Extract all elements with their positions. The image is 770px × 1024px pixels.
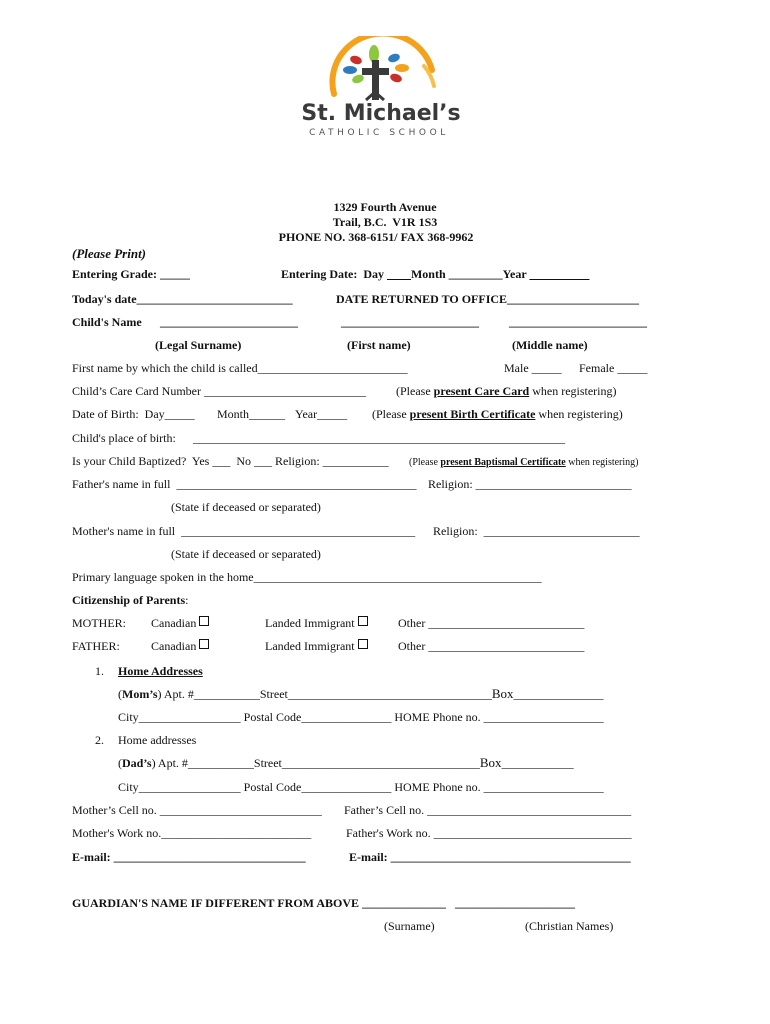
home2-title: Home addresses bbox=[118, 733, 197, 747]
school-subtitle: CATHOLIC SCHOOL bbox=[309, 128, 449, 138]
logo-cross-horizontal bbox=[362, 68, 389, 75]
dob-day-field[interactable]: Date of Birth: Day_____ bbox=[72, 407, 195, 421]
father-deceased-note: (State if deceased or separated) bbox=[171, 500, 321, 514]
mother-citizenship-label: MOTHER: bbox=[72, 616, 126, 630]
logo-leaf-left2 bbox=[343, 66, 357, 74]
home1-title: Home Addresses bbox=[118, 664, 203, 678]
mom-address-field[interactable]: (Mom’s) Apt. #___________Street__________________________________Box_______________ bbox=[118, 686, 604, 701]
mother-other-field[interactable]: Other __________________________ bbox=[398, 616, 585, 630]
first-name-caption: (First name) bbox=[347, 338, 411, 352]
home1-number: 1. bbox=[95, 664, 104, 678]
father-citizenship-label: FATHER: bbox=[72, 639, 120, 653]
dob-year-field[interactable]: Year_____ bbox=[295, 407, 348, 421]
checkbox-icon[interactable] bbox=[358, 639, 368, 649]
entering-day-blank[interactable] bbox=[387, 267, 411, 281]
father-name-field[interactable]: Father's name in full ________________________________________ bbox=[72, 477, 417, 491]
mother-cell-field[interactable]: Mother’s Cell no. ___________________________ bbox=[72, 803, 322, 817]
place-of-birth-field[interactable]: ______________________________________________________________ bbox=[193, 431, 565, 445]
school-logo bbox=[322, 36, 442, 104]
guardian-field[interactable]: GUARDIAN'S NAME IF DIFFERENT FROM ABOVE ______________ ____________________ bbox=[72, 896, 576, 910]
father-work-field[interactable]: Father's Work no. _________________________________ bbox=[346, 826, 632, 840]
logo-leaf-left1 bbox=[349, 54, 363, 66]
todays-date-field[interactable]: Today's date__________________________ bbox=[72, 292, 293, 306]
surname-field[interactable]: _______________________ bbox=[160, 315, 298, 329]
address-street: 1329 Fourth Avenue bbox=[333, 200, 437, 214]
dad-address-field[interactable]: (Dad’s) Apt. #___________Street_________________________________Box____________ bbox=[118, 755, 574, 770]
entering-date-label: Entering Date: Day bbox=[281, 267, 387, 281]
email-left-field[interactable]: E-mail: ________________________________ bbox=[72, 850, 306, 864]
place-of-birth-label: Child's place of birth: bbox=[72, 431, 176, 445]
date-returned-field[interactable]: DATE RETURNED TO OFFICE______________________ bbox=[336, 292, 640, 306]
mother-religion-field[interactable]: Religion: __________________________ bbox=[433, 524, 640, 538]
father-landed-option[interactable]: Landed Immigrant bbox=[265, 639, 368, 653]
father-cell-field[interactable]: Father’s Cell no. __________________________________ bbox=[344, 803, 632, 817]
first-name-called-field[interactable]: First name by which the child is called_________________________ bbox=[72, 361, 408, 375]
care-card-field[interactable]: Child’s Care Card Number ___________________________ bbox=[72, 384, 366, 398]
checkbox-icon[interactable] bbox=[199, 616, 209, 626]
mother-name-field[interactable]: Mother's name in full _______________________________________ bbox=[72, 524, 416, 538]
mom-city-postal-phone[interactable]: City_________________ Postal Code_______________ HOME Phone no. ____________________ bbox=[118, 710, 604, 724]
mother-canadian-option[interactable]: Canadian bbox=[151, 616, 209, 630]
logo-leaf-right3 bbox=[389, 72, 403, 84]
mother-landed-option[interactable]: Landed Immigrant bbox=[265, 616, 368, 630]
logo-arc bbox=[332, 36, 432, 94]
email-right-field[interactable]: E-mail: ________________________________________ bbox=[349, 850, 631, 864]
home2-number: 2. bbox=[95, 733, 104, 747]
dob-month-field[interactable]: Month______ bbox=[217, 407, 286, 421]
entering-year-label: Year bbox=[502, 267, 530, 281]
middle-name-caption: (Middle name) bbox=[512, 338, 588, 352]
surname-caption: (Legal Surname) bbox=[155, 338, 242, 352]
birth-certificate-note: (Please present Birth Certificate when registering) bbox=[372, 407, 623, 421]
entering-grade-field[interactable]: Entering Grade: _____ bbox=[72, 267, 190, 281]
entering-year-blank[interactable] bbox=[529, 267, 589, 281]
school-name: St. Michael’s bbox=[301, 101, 461, 126]
first-name-field[interactable]: _______________________ bbox=[341, 315, 479, 329]
logo-leaf-right2 bbox=[395, 64, 409, 72]
dad-city-postal-phone[interactable]: City_________________ Postal Code_______________ HOME Phone no. ____________________ bbox=[118, 780, 604, 794]
father-canadian-option[interactable]: Canadian bbox=[151, 639, 209, 653]
entering-month[interactable]: Month _________ bbox=[410, 267, 503, 281]
mother-deceased-note: (State if deceased or separated) bbox=[171, 547, 321, 561]
baptismal-note: (Please present Baptismal Certificate when registering) bbox=[409, 457, 639, 468]
guardian-surname-caption: (Surname) bbox=[384, 919, 435, 933]
father-other-field[interactable]: Other __________________________ bbox=[398, 639, 585, 653]
checkbox-icon[interactable] bbox=[199, 639, 209, 649]
logo-leaf-right1 bbox=[387, 52, 401, 64]
checkbox-icon[interactable] bbox=[358, 616, 368, 626]
baptized-field[interactable]: Is your Child Baptized? Yes ___ No ___ Religion: ___________ bbox=[72, 454, 389, 468]
mother-work-field[interactable]: Mother's Work no._________________________ bbox=[72, 826, 312, 840]
citizenship-heading: Citizenship of Parents: bbox=[72, 593, 189, 607]
care-card-note: (Please present Care Card when registering) bbox=[396, 384, 617, 398]
father-religion-field[interactable]: Religion: __________________________ bbox=[428, 477, 632, 491]
primary-language-field[interactable]: Primary language spoken in the home________________________________________________ bbox=[72, 570, 542, 584]
male-field[interactable]: Male _____ bbox=[504, 361, 562, 375]
guardian-christian-caption: (Christian Names) bbox=[525, 919, 614, 933]
middle-name-field[interactable]: _______________________ bbox=[509, 315, 647, 329]
entering-date-field[interactable] bbox=[281, 267, 589, 281]
address-phone: PHONE NO. 368-6151/ FAX 368-9962 bbox=[278, 230, 474, 244]
address-city: Trail, B.C. V1R 1S3 bbox=[332, 215, 438, 229]
female-field[interactable]: Female _____ bbox=[579, 361, 648, 375]
childs-name-label: Child's Name bbox=[72, 315, 142, 329]
please-print: (Please Print) bbox=[72, 246, 147, 261]
